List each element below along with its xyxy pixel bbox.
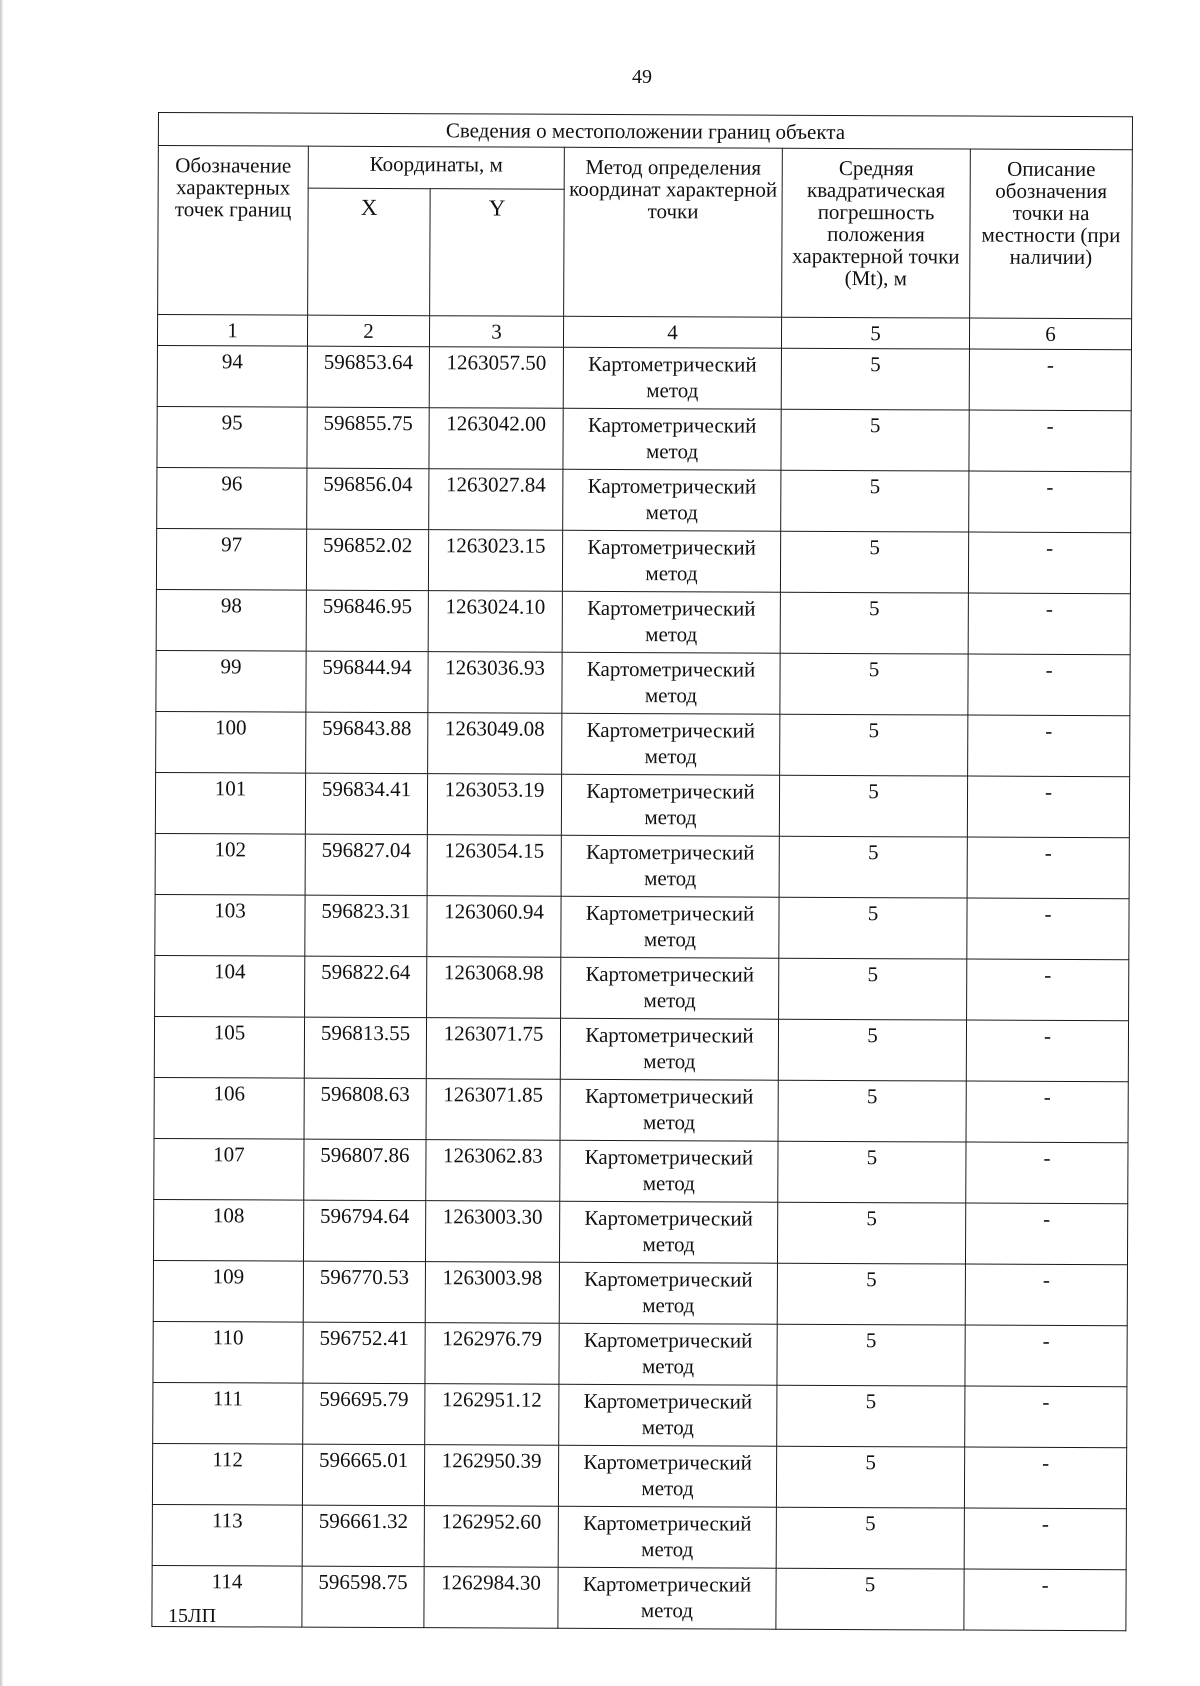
- cell-y-coordinate: 1263003.98: [425, 1262, 559, 1324]
- column-numbers-row: [157, 315, 1131, 350]
- cell-x-coordinate: 596856.04: [307, 468, 429, 530]
- cell-point-number: 114: [152, 1565, 302, 1627]
- cell-mt-error: 5: [780, 592, 968, 654]
- header-error: Средняя квадратическая погрешность положения характерной точки (Mt), м: [782, 148, 971, 318]
- cell-method: Картометрический метод: [562, 713, 780, 775]
- cell-x-coordinate: 596855.75: [307, 407, 429, 469]
- cell-method: Картометрический метод: [563, 469, 781, 531]
- cell-description: -: [966, 1081, 1128, 1143]
- cell-y-coordinate: 1262950.39: [424, 1445, 558, 1507]
- cell-x-coordinate: 596808.63: [304, 1078, 426, 1140]
- cell-x-coordinate: 596844.94: [306, 651, 428, 713]
- cell-y-coordinate: 1263027.84: [429, 469, 563, 531]
- table-title: Сведения о местоположении границ объекта: [158, 113, 1132, 150]
- cell-x-coordinate: 596834.41: [305, 773, 427, 835]
- cell-point-number: 97: [156, 528, 306, 590]
- cell-y-coordinate: 1263071.75: [426, 1018, 560, 1080]
- cell-y-coordinate: 1262984.30: [424, 1567, 558, 1629]
- cell-y-coordinate: 1263057.50: [429, 347, 563, 409]
- table-row: [153, 1382, 1127, 1447]
- table-row: [156, 528, 1130, 593]
- cell-mt-error: 5: [777, 1324, 965, 1386]
- cell-method: Картометрический метод: [559, 1201, 777, 1263]
- table-row: [156, 589, 1130, 654]
- table-row: [152, 1504, 1126, 1569]
- table-row: [154, 1016, 1128, 1081]
- column-number: 2: [307, 315, 429, 347]
- cell-method: Картометрический метод: [563, 347, 781, 409]
- cell-method: Картометрический метод: [560, 1018, 778, 1080]
- cell-point-number: 107: [154, 1138, 304, 1200]
- header-y: Y: [430, 188, 565, 316]
- cell-description: -: [965, 1203, 1127, 1265]
- cell-mt-error: 5: [779, 775, 967, 837]
- cell-mt-error: 5: [779, 958, 967, 1020]
- cell-method: Картометрический метод: [561, 774, 779, 836]
- cell-description: -: [965, 1386, 1127, 1448]
- cell-mt-error: 5: [777, 1385, 965, 1447]
- column-number: 6: [969, 318, 1131, 350]
- column-number: 1: [157, 315, 307, 347]
- cell-point-number: 113: [152, 1504, 302, 1566]
- cell-y-coordinate: 1263024.10: [428, 591, 562, 653]
- header-designation: Обозначение характерных точек границ: [158, 146, 309, 316]
- cell-x-coordinate: 596752.41: [303, 1322, 425, 1384]
- cell-point-number: 101: [155, 772, 305, 834]
- cell-description: -: [964, 1447, 1126, 1509]
- table-row: [155, 772, 1129, 837]
- cell-method: Картометрический метод: [560, 1140, 778, 1202]
- cell-description: -: [968, 593, 1130, 655]
- cell-y-coordinate: 1263023.15: [428, 530, 562, 592]
- cell-point-number: 112: [152, 1443, 302, 1505]
- cell-mt-error: 5: [781, 409, 969, 471]
- cell-x-coordinate: 596695.79: [303, 1383, 425, 1445]
- header-method: Метод определения координат характерной точки: [564, 147, 783, 317]
- table-row: [156, 711, 1130, 776]
- table-row: [157, 406, 1131, 471]
- cell-point-number: 106: [154, 1077, 304, 1139]
- table-row: [155, 894, 1129, 959]
- cell-y-coordinate: 1263060.94: [427, 896, 561, 958]
- cell-description: -: [968, 715, 1130, 777]
- cell-description: -: [967, 898, 1129, 960]
- cell-mt-error: 5: [780, 653, 968, 715]
- column-number: 5: [781, 317, 969, 349]
- cell-x-coordinate: 596661.32: [302, 1505, 424, 1567]
- table-row: [154, 1077, 1128, 1142]
- cell-method: Картометрический метод: [558, 1567, 776, 1629]
- cell-x-coordinate: 596822.64: [305, 956, 427, 1018]
- cell-description: -: [969, 349, 1131, 411]
- cell-y-coordinate: 1263071.85: [426, 1079, 560, 1141]
- header-x: X: [308, 188, 431, 316]
- table-row: [154, 1138, 1128, 1203]
- cell-x-coordinate: 596846.95: [306, 590, 428, 652]
- cell-method: Картометрический метод: [561, 896, 779, 958]
- cell-mt-error: 5: [781, 470, 969, 532]
- cell-point-number: 94: [157, 345, 307, 407]
- cell-description: -: [965, 1264, 1127, 1326]
- cell-y-coordinate: 1263068.98: [427, 957, 561, 1019]
- cell-y-coordinate: 1263003.30: [425, 1201, 559, 1263]
- cell-description: -: [964, 1508, 1126, 1570]
- cell-point-number: 108: [153, 1199, 303, 1261]
- cell-description: -: [967, 837, 1129, 899]
- table-row: [155, 955, 1129, 1020]
- cell-y-coordinate: 1263053.19: [427, 774, 561, 836]
- cell-x-coordinate: 596807.86: [304, 1139, 426, 1201]
- cell-x-coordinate: 596770.53: [303, 1261, 425, 1323]
- cell-mt-error: 5: [778, 1019, 966, 1081]
- column-number: 4: [563, 316, 781, 348]
- cell-description: -: [968, 654, 1130, 716]
- cell-x-coordinate: 596853.64: [307, 346, 429, 408]
- cell-method: Картометрический метод: [559, 1262, 777, 1324]
- cell-x-coordinate: 596598.75: [302, 1566, 424, 1628]
- cell-point-number: 96: [157, 467, 307, 529]
- header-description: Описание обозначения точки на местности (при наличии): [970, 149, 1133, 319]
- cell-description: -: [967, 959, 1129, 1021]
- cell-point-number: 102: [155, 833, 305, 895]
- cell-point-number: 110: [153, 1321, 303, 1383]
- cell-mt-error: 5: [777, 1202, 965, 1264]
- table-row: [153, 1199, 1127, 1264]
- cell-method: Картометрический метод: [561, 835, 779, 897]
- cell-y-coordinate: 1263042.00: [429, 408, 563, 470]
- table-row: [155, 833, 1129, 898]
- cell-y-coordinate: 1262952.60: [424, 1506, 558, 1568]
- cell-method: Картометрический метод: [559, 1384, 777, 1446]
- cell-y-coordinate: 1263054.15: [427, 835, 561, 897]
- cell-point-number: 95: [157, 406, 307, 468]
- cell-method: Картометрический метод: [563, 408, 781, 470]
- cell-mt-error: 5: [781, 348, 969, 410]
- boundary-table-wrapper: [151, 112, 1132, 1631]
- cell-x-coordinate: 596665.01: [302, 1444, 424, 1506]
- cell-method: Картометрический метод: [561, 957, 779, 1019]
- cell-x-coordinate: 596823.31: [305, 895, 427, 957]
- header-coordinates: Координаты, м: [308, 146, 564, 189]
- table-row: [153, 1260, 1127, 1325]
- cell-description: -: [966, 1020, 1128, 1082]
- cell-description: -: [969, 471, 1131, 533]
- cell-mt-error: 5: [779, 897, 967, 959]
- cell-point-number: 105: [154, 1016, 304, 1078]
- cell-x-coordinate: 596827.04: [305, 834, 427, 896]
- cell-mt-error: 5: [778, 1080, 966, 1142]
- table-row: [156, 650, 1130, 715]
- cell-description: -: [969, 410, 1131, 472]
- cell-method: Картометрический метод: [560, 1079, 778, 1141]
- cell-y-coordinate: 1263049.08: [428, 713, 562, 775]
- table-row: [153, 1321, 1127, 1386]
- cell-method: Картометрический метод: [562, 591, 780, 653]
- cell-x-coordinate: 596794.64: [303, 1200, 425, 1262]
- cell-mt-error: 5: [776, 1568, 964, 1630]
- page-number: 49: [632, 66, 652, 88]
- cell-description: -: [967, 776, 1129, 838]
- scan-edge: [0, 0, 3, 1686]
- cell-y-coordinate: 1262976.79: [425, 1323, 559, 1385]
- cell-mt-error: 5: [776, 1507, 964, 1569]
- cell-method: Картометрический метод: [558, 1445, 776, 1507]
- cell-mt-error: 5: [777, 1263, 965, 1325]
- cell-method: Картометрический метод: [562, 652, 780, 714]
- table-row: [152, 1565, 1126, 1630]
- cell-y-coordinate: 1262951.12: [425, 1384, 559, 1446]
- cell-mt-error: 5: [780, 714, 968, 776]
- cell-x-coordinate: 596843.88: [306, 712, 428, 774]
- cell-point-number: 98: [156, 589, 306, 651]
- cell-description: -: [968, 532, 1130, 594]
- column-number: 3: [429, 316, 563, 348]
- cell-point-number: 111: [153, 1382, 303, 1444]
- cell-method: Картометрический метод: [559, 1323, 777, 1385]
- table-row: [152, 1443, 1126, 1508]
- footer-code: 15ЛП: [168, 1605, 217, 1627]
- boundary-coordinates-table: [151, 112, 1133, 1631]
- cell-point-number: 109: [153, 1260, 303, 1322]
- table-row: [157, 345, 1131, 410]
- cell-mt-error: 5: [776, 1446, 964, 1508]
- cell-method: Картометрический метод: [558, 1506, 776, 1568]
- cell-point-number: 100: [156, 711, 306, 773]
- cell-mt-error: 5: [779, 836, 967, 898]
- cell-description: -: [965, 1325, 1127, 1387]
- table-row: [157, 467, 1131, 532]
- cell-point-number: 99: [156, 650, 306, 712]
- cell-mt-error: 5: [778, 1141, 966, 1203]
- cell-description: -: [966, 1142, 1128, 1204]
- cell-y-coordinate: 1263062.83: [426, 1140, 560, 1202]
- cell-point-number: 104: [155, 955, 305, 1017]
- cell-x-coordinate: 596852.02: [306, 529, 428, 591]
- cell-y-coordinate: 1263036.93: [428, 652, 562, 714]
- cell-method: Картометрический метод: [562, 530, 780, 592]
- cell-x-coordinate: 596813.55: [304, 1017, 426, 1079]
- cell-point-number: 103: [155, 894, 305, 956]
- cell-description: -: [964, 1569, 1126, 1631]
- cell-mt-error: 5: [780, 531, 968, 593]
- table-body: [152, 345, 1132, 1630]
